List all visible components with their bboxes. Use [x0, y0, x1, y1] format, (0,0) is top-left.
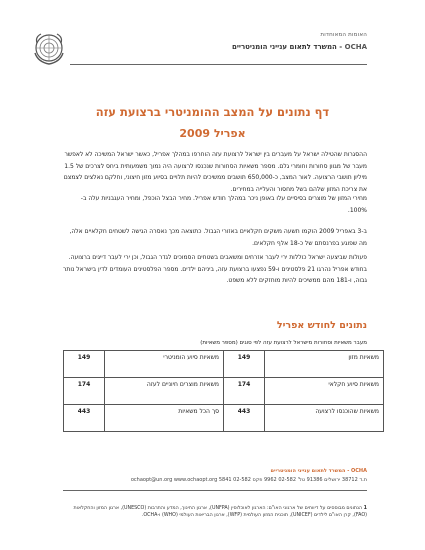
table-caption: מעבר משאיות וסחורות מישראל לרצועת עזה לפי סוגים (מספר משאיות)	[200, 340, 367, 346]
table-cell-label: משאיות מוצרים חיוניים לעזה	[105, 378, 224, 405]
table-cell-value: 443	[224, 405, 265, 432]
table-cell-value: 149	[64, 351, 105, 378]
org-name-full: - המשרד לתאום ענייני הומניטריים	[231, 43, 345, 51]
body-paragraph: פעולות שביצעה ישראל כוללות ירי לעבר אזרחים ומשאבים בשטחים הסמוכים לגדר הגבול, וכן ירי לעבר דייגים ברצועה. בחודש אפריל נהרגו 21 פלסטינים ו-59 נפצעו ברצועת עזה, ביניהם ילדים. מספר הפלסטינים העומדים לדין בישראל נותר גבוה, ו-181 מהם ממשיכים להיות מוחזקים ללא משפט.	[62, 254, 367, 284]
table-cell-label: משאיות מזון	[265, 351, 384, 378]
org-name-line2	[147, 43, 367, 54]
header-divider	[70, 64, 367, 65]
table-row	[64, 351, 384, 378]
stats-table	[63, 350, 384, 432]
table-row	[64, 378, 384, 405]
footnote	[63, 505, 367, 519]
footnote-text: הנתונים מבוססים על דיווחים של ארגוני האו"ם: הארגון לאוכלוסין (UNFPA), ארגון החינוך, המדע והתרבות (UNESCO), ארגון המזון והחקלאות (FAO), קרן האו"ם לילדים (UNICEF), תוכנית המזון העולמית (WFP), ארגון הבריאות העולמי (WHO) ו-OCHA.	[73, 506, 367, 518]
section-title: נתונים לחודש אפריל	[276, 320, 367, 331]
footer-organization: OCHA - המשרד לתאום ענייני הומניטריים	[270, 468, 367, 474]
body-paragraph: מחירי המזון של מוצרים בסיסיים עלו באופן ניכר במהלך חודש אפריל. מחיר הבצל הוכפל, ומחיר העגבניות עלה ב- 100%.	[80, 195, 367, 214]
table-cell-label: סך הכל משאיות	[105, 405, 224, 432]
body-paragraph: ב-3 באפריל 2009 הוקמו תשעה משקים חקלאיים באזורי הגבול. כתוצאה מכך נאסרה הגישה לשטחים חקלאיים אלה, מה שפוגע בפרנסתם של כ-18 אלף חקלאים.	[69, 228, 367, 247]
org-name-line1: האומות המאוחדות	[320, 32, 367, 38]
document-title: דף נתונים על המצב ההומניטרי ברצועת עזה	[95, 105, 330, 119]
footer-divider	[63, 490, 367, 491]
un-emblem-icon	[32, 31, 66, 65]
org-acronym: OCHA	[344, 43, 367, 51]
footer-contact-info: ת.ד 38712 ירושלים 91386 טל' 02-582 9962 פקס 02-582 5841 ochaopt@un.org www.ochaopt.org	[130, 477, 367, 483]
table-cell-value: 174	[224, 378, 265, 405]
organization-header	[147, 32, 367, 54]
table-row	[64, 405, 384, 432]
table-cell-label: משאיות סיוע הומניטרי	[105, 351, 224, 378]
table-cell-value: 174	[64, 378, 105, 405]
table-cell-value: 443	[64, 405, 105, 432]
table-cell-value: 149	[224, 351, 265, 378]
body-paragraph: ההסגרות שהטילה ישראל על מעברים בין ישראל לרצועת עזה הוחרפו במהלך אפריל, כאשר ישראל המשיכה לא לאפשר מעבר של מגוון סחורות וחומרי גלם. מספר משאיות הסחורות שנכנסו לרצועה היה נמוך משמעותית ביחס לצרכים של 1.5 מיליון תושבי הרצועה. לאור המצב, כ-650,000 תושבים ממשיכים להיות תלויים בסיוע מזון חיצוני, וחלקם נאלצים לצמצם את צריכת המזון שלהם בשל מחסור והעלייה במחירים.	[63, 151, 367, 193]
table-cell-label: משאיות סיוע חקלאי	[265, 378, 384, 405]
table-cell-label: משאיות שהוכנסו לרצועה	[265, 405, 384, 432]
footnote-mark: 1	[363, 506, 367, 511]
document-subtitle: אפריל 2009	[179, 127, 246, 140]
